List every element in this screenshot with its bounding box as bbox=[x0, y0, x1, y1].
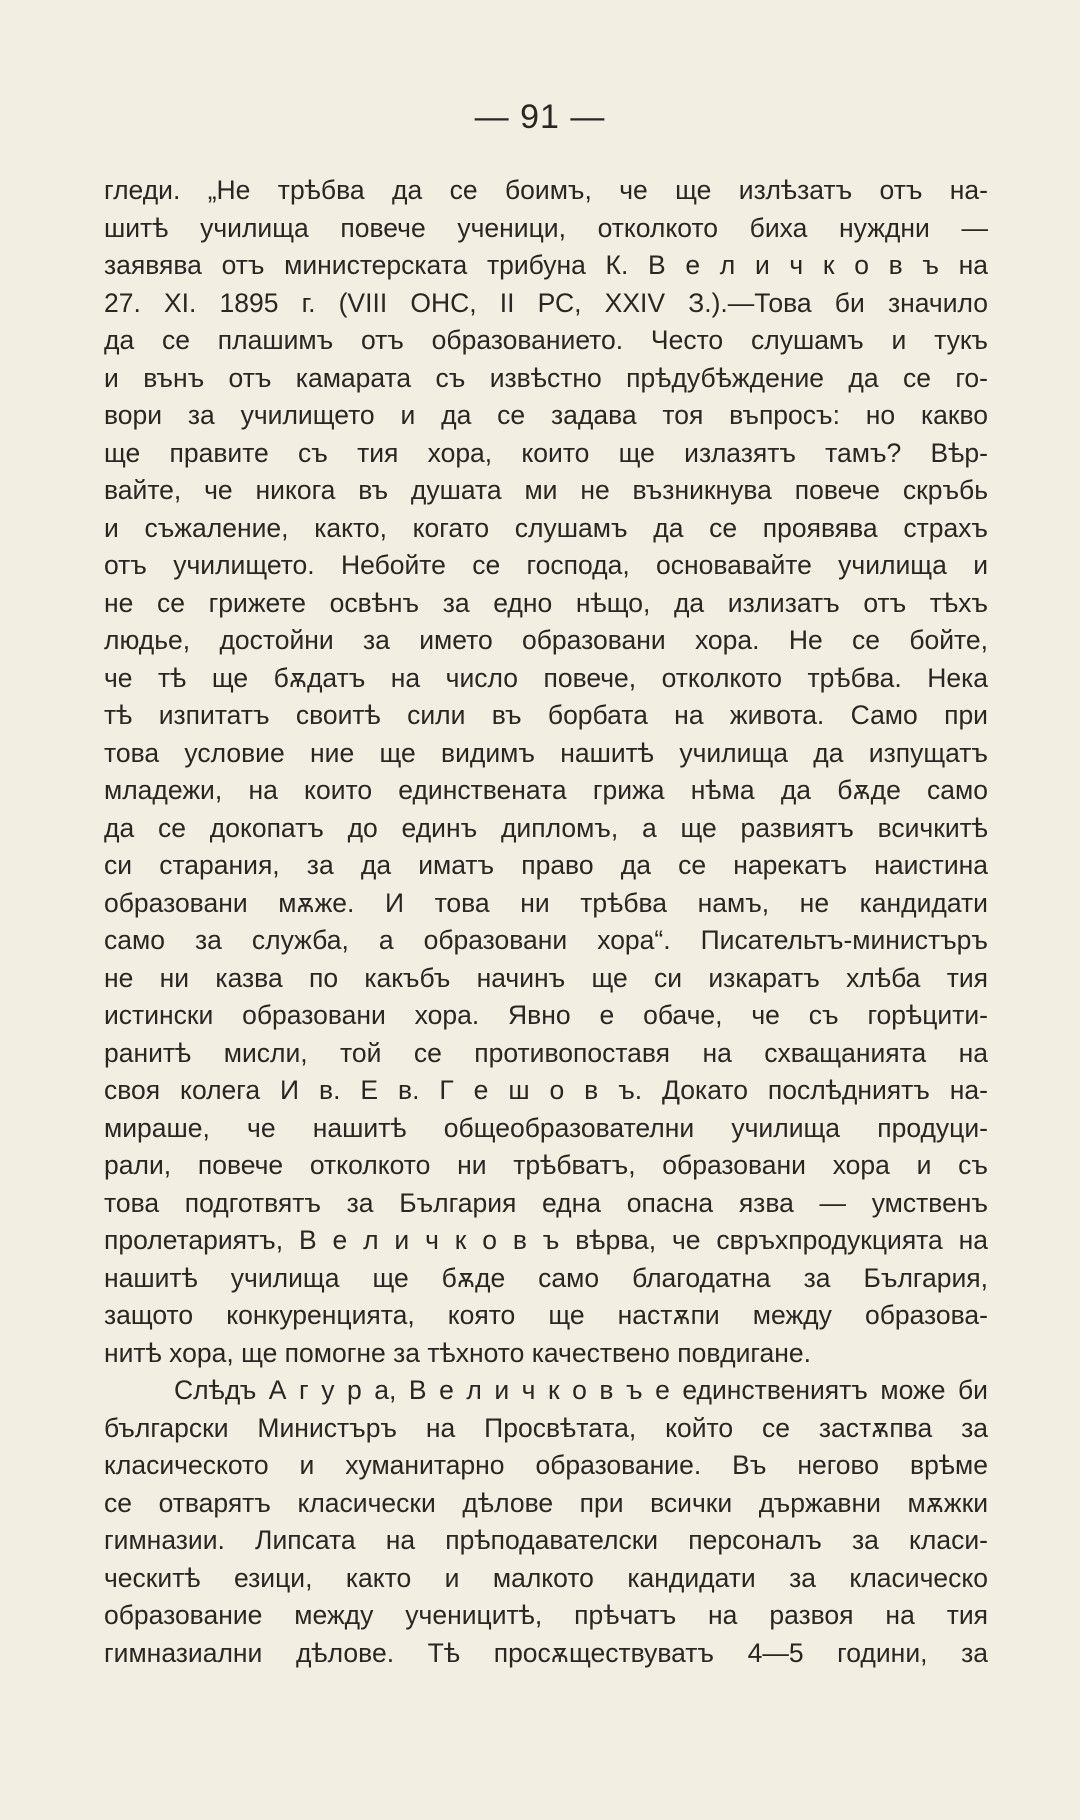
text-line: български Министъръ на Просвѣтата, който се застѫпва за bbox=[104, 1412, 988, 1443]
text-line: образование между ученицитѣ, прѣчатъ на развоя на тия bbox=[104, 1600, 988, 1630]
text-line: своя колега И в. Е в. Г е ш о в ъ. Докато послѣдниятъ на- bbox=[104, 1075, 988, 1105]
text-line: тѣ изпитатъ своитѣ сили въ борбата на живота. Само при bbox=[104, 700, 988, 730]
text-line: и вънъ отъ камарата съ извѣстно прѣдубѣждение да се го- bbox=[104, 362, 988, 393]
text-line: ще правите съ тия хора, които ще излазятъ тамъ? Вѣр- bbox=[104, 437, 988, 468]
text-line: пролетариятъ, В е л и ч к о в ъ вѣрва, че свръхпродукцията на bbox=[104, 1225, 988, 1255]
text-line: мираше, че нашитѣ общеобразователни училища продуци- bbox=[104, 1112, 988, 1143]
text-line: отъ училището. Небойте се господа, основавайте училища и bbox=[104, 550, 988, 580]
text-line: само за служба, а образовани хора“. Писательтъ-министъръ bbox=[104, 925, 988, 955]
text-line: не ни казва по какъбъ начинъ ще си изкаратъ хлѣба тия bbox=[104, 962, 988, 993]
text-line: че тѣ ще бѫдатъ на число повече, отколкото трѣбва. Нека bbox=[104, 662, 988, 693]
body-text bbox=[104, 172, 988, 1672]
text-line: истински образовани хора. Явно е обаче, че съ горѣцити- bbox=[104, 1000, 988, 1030]
text-line: нашитѣ училища ще бѫде само благодатна за България, bbox=[104, 1262, 988, 1293]
text-line: си старания, за да иматъ право да се нарекатъ наистина bbox=[104, 850, 988, 880]
paragraph bbox=[104, 1372, 988, 1672]
text-line: Слѣдъ А г у р а, В е л и ч к о в ъ е единствениятъ може би bbox=[174, 1375, 988, 1405]
text-line: и съжаление, както, когато слушамъ да се проявява страхъ bbox=[104, 512, 988, 543]
text-line: класическото и хуманитарно образование. Въ негово врѣме bbox=[104, 1450, 988, 1480]
text-line: заявява отъ министерската трибуна К. В е л и ч к о в ъ на bbox=[104, 250, 988, 280]
text-line: да се плашимъ отъ образованието. Често слушамъ и тукъ bbox=[104, 325, 988, 355]
text-line: ческитѣ езици, както и малкото кандидати за класическо bbox=[104, 1562, 988, 1593]
text-line: ранитѣ мисли, той се противопоставя на схващанията на bbox=[104, 1037, 988, 1068]
text-line: младежи, на които единствената грижа нѣма да бѫде само bbox=[104, 775, 988, 805]
text-line: шитѣ училища повече ученици, отколкото биха нуждни — bbox=[104, 212, 988, 243]
text-line: защото конкуренцията, която ще настѫпи между образова- bbox=[104, 1300, 988, 1330]
text-line: това подготвятъ за България една опасна язва — умственъ bbox=[104, 1187, 988, 1218]
text-line: гимназиални дѣлове. Тѣ просѫществуватъ 4—5 години, за bbox=[104, 1637, 988, 1668]
text-line: образовани мѫже. И това ни трѣбва намъ, не кандидати bbox=[104, 887, 988, 918]
text-line: рали, повече отколкото ни трѣбватъ, образовани хора и съ bbox=[104, 1150, 988, 1180]
page-number: — 91 — bbox=[474, 98, 606, 136]
text-line: това условие ние ще видимъ нашитѣ училища да изпущатъ bbox=[104, 737, 988, 768]
text-line: 27. XI. 1895 г. (VIII ОНС, II РС, XXIV З.).—Това би значило bbox=[104, 287, 988, 318]
text-line: гимназии. Липсата на прѣподавателски персоналъ за класи- bbox=[104, 1525, 988, 1555]
text-line: да се докопатъ до единъ дипломъ, а ще развиятъ всичкитѣ bbox=[104, 812, 988, 843]
text-line: нитѣ хора, ще помогне за тѣхното качествено повдигане. bbox=[104, 1337, 811, 1368]
text-line: не се грижете освѣнъ за едно нѣщо, да излизатъ отъ тѣхъ bbox=[104, 587, 988, 618]
text-line: се отварятъ класически дѣлове при всички държавни мѫжки bbox=[104, 1487, 988, 1518]
text-line: людье, достойни за името образовани хора. Не се бойте, bbox=[104, 625, 988, 655]
text-line: вайте, че никога въ душата ми не възникнува повече скръбь bbox=[104, 475, 988, 505]
paragraph bbox=[104, 172, 988, 1372]
text-line: гледи. „Не трѣбва да се боимъ, че ще излѣзатъ отъ на- bbox=[104, 175, 988, 205]
text-line: вори за училището и да се задава тоя въпросъ: но какво bbox=[104, 400, 988, 430]
